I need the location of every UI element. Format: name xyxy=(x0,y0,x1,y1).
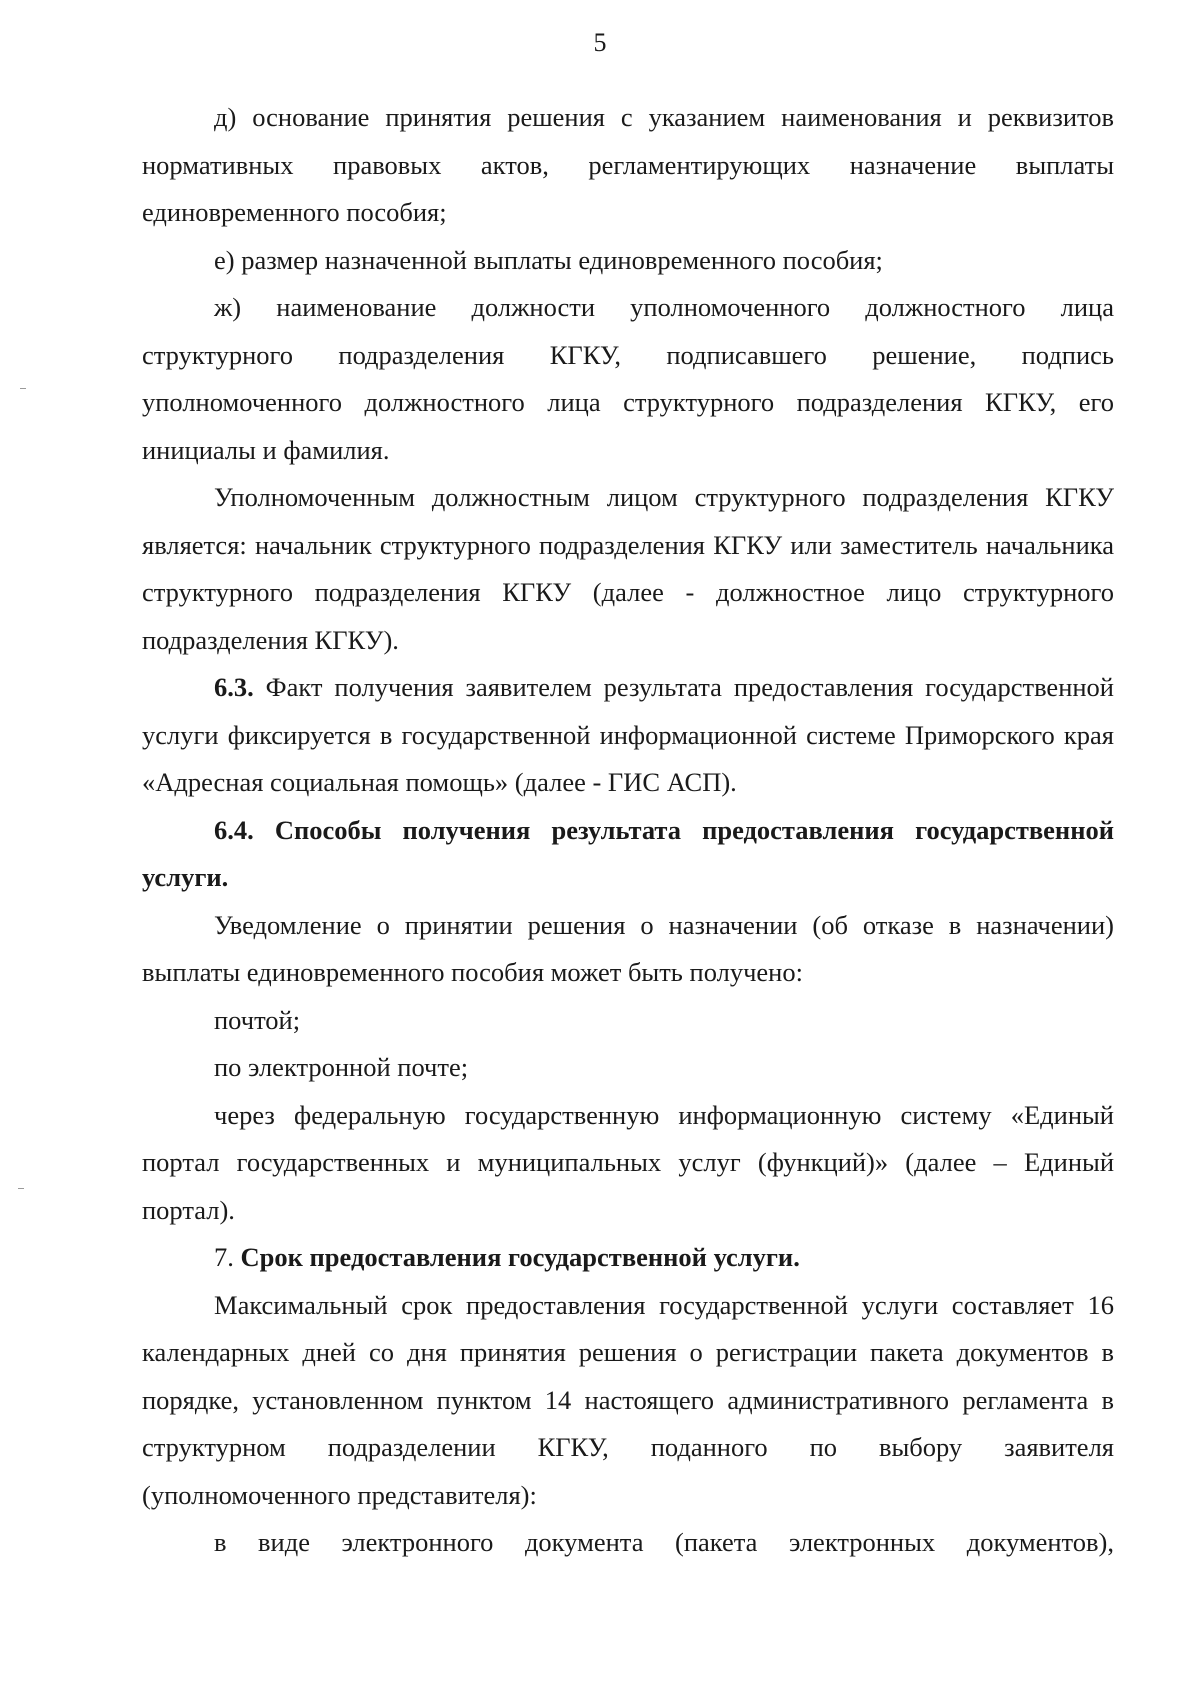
paragraph-d: д) основание принятия решения с указанием наименования и реквизитов нормативных правовых актов, регламентирующих назначение выплаты единовременного пособия; xyxy=(142,102,1114,227)
scan-artifact-mark xyxy=(20,388,26,389)
paragraph-max-term: Максимальный срок предоставления государственной услуги составляет 16 календарных дней со дня принятия решения о регистрации пакета документов в порядке, установленном пунктом 14 настоящего административного регламента в структурном подразделении КГКУ, поданного по выбору заявителя (уполномоченного представителя): xyxy=(142,1289,1114,1510)
paragraph-notification: Уведомление о принятии решения о назначении (об отказе в назначении) выплаты единовременного пособия может быть получено: xyxy=(142,909,1114,987)
paragraph-zh: ж) наименование должности уполномоченного должностного лица структурного подразделения КГКУ, подписавшего решение, подпись уполномоченного должностного лица структурного подразделения КГКУ, его инициалы и фамилия. xyxy=(142,292,1114,465)
list-item-email: по электронной почте; xyxy=(214,1052,469,1082)
paragraph-authorized-official: Уполномоченным должностным лицом структурного подразделения КГКУ является: начальник структурного подразделения КГКУ или заместитель начальника структурного подразделения КГКУ (далее - должностное лицо структурного подразделения КГКУ). xyxy=(142,482,1114,655)
section-number-7: 7. xyxy=(214,1242,234,1272)
paragraph-6-3-text: Факт получения заявителем результата предоставления государственной услуги фиксируется в государственной информационной системе Приморского края «Адресная социальная помощь» (далее - ГИС АСП). xyxy=(142,672,1114,797)
page-number: 5 xyxy=(593,28,607,57)
paragraph-6-3 xyxy=(142,664,1114,807)
list-item-mail: почтой; xyxy=(214,1004,301,1035)
heading-6-4: 6.4. Способы получения результата предоставления государственной услуги. xyxy=(142,814,1114,892)
paragraph-e: е) размер назначенной выплаты единовременного пособия; xyxy=(214,244,883,275)
heading-7 xyxy=(142,1234,1114,1282)
scan-artifact-mark xyxy=(18,1188,24,1189)
paragraph-electronic-document: в виде электронного документа (пакета электронных документов), xyxy=(214,1527,1114,1557)
document-body xyxy=(142,94,1114,1567)
section-number-6-3: 6.3. xyxy=(214,672,254,702)
heading-7-text: Срок предоставления государственной услуги. xyxy=(233,1242,800,1272)
list-item-portal: через федеральную государственную информационную систему «Единый портал государственных и муниципальных услуг (функций)» (далее – Единый портал). xyxy=(142,1099,1114,1225)
